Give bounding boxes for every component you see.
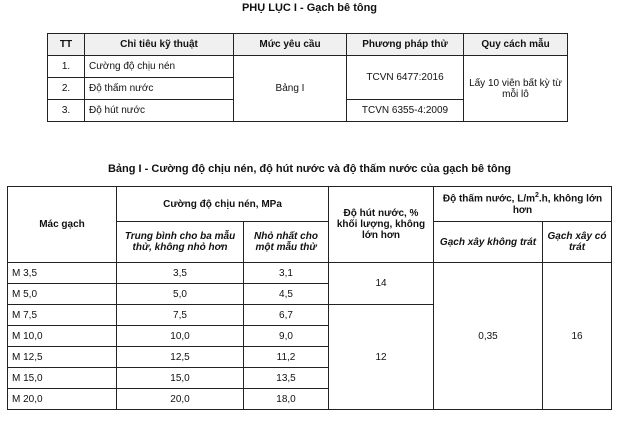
appendix-title: PHỤ LỤC I - Gạch bê tông xyxy=(241,2,378,14)
col-header-permeability xyxy=(434,187,612,222)
perm-unplastered-cell: 0,35 xyxy=(434,263,543,410)
col-header-unplastered: Gạch xây không trát xyxy=(434,222,543,263)
col-header-strength: Cường độ chịu nén, MPa xyxy=(117,187,329,222)
absorption-cell: 12 xyxy=(329,305,434,410)
min-cell: 11,2 xyxy=(244,347,329,368)
criterion-cell: Độ thấm nước xyxy=(85,78,234,100)
table-header-row xyxy=(8,187,612,222)
row-number: 3. xyxy=(48,100,85,122)
row-number: 1. xyxy=(48,56,85,78)
method-cell: TCVN 6355-4:2009 xyxy=(347,100,464,122)
min-cell: 18,0 xyxy=(244,389,329,410)
method-cell: TCVN 6477:2016 xyxy=(347,56,464,100)
avg-cell: 15,0 xyxy=(117,368,244,389)
table2-title: Bảng I - Cường độ chịu nén, độ hút nước và độ thấm nước của gạch bê tông xyxy=(107,163,512,175)
col-header-min: Nhỏ nhất cho một mẫu thử xyxy=(244,222,329,263)
avg-cell: 12,5 xyxy=(117,347,244,368)
requirement-cell: Bảng I xyxy=(234,56,347,122)
permeability-superscript: 2 xyxy=(535,192,539,200)
min-cell: 9,0 xyxy=(244,326,329,347)
avg-cell: 3,5 xyxy=(117,263,244,284)
avg-cell: 7,5 xyxy=(117,305,244,326)
col-header-tt: TT xyxy=(48,34,85,56)
avg-cell: 20,0 xyxy=(117,389,244,410)
table-row xyxy=(8,263,612,284)
min-cell: 4,5 xyxy=(244,284,329,305)
criterion-cell: Cường độ chịu nén xyxy=(85,56,234,78)
grade-cell: M 3,5 xyxy=(8,263,117,284)
perm-plastered-cell: 16 xyxy=(543,263,612,410)
grade-cell: M 20,0 xyxy=(8,389,117,410)
col-header-method: Phương pháp thử xyxy=(347,34,464,56)
row-number: 2. xyxy=(48,78,85,100)
permeability-label: Độ thấm nước, L/m xyxy=(442,193,535,205)
permeability-label-rest: .h, không lớn hơn xyxy=(512,193,603,216)
col-header-sample: Quy cách mẫu xyxy=(464,34,568,56)
grade-cell: M 15,0 xyxy=(8,368,117,389)
col-header-criterion: Chỉ tiêu kỹ thuật xyxy=(85,34,234,56)
absorption-cell: 14 xyxy=(329,263,434,305)
avg-cell: 5,0 xyxy=(117,284,244,305)
min-cell: 6,7 xyxy=(244,305,329,326)
strength-table xyxy=(7,186,612,410)
grade-cell: M 12,5 xyxy=(8,347,117,368)
grade-cell: M 7,5 xyxy=(8,305,117,326)
min-cell: 3,1 xyxy=(244,263,329,284)
sample-cell: Lấy 10 viên bất kỳ từ mỗi lô xyxy=(464,56,568,122)
table-row xyxy=(48,56,568,78)
requirements-table xyxy=(47,33,568,122)
col-header-absorption: Độ hút nước, % khối lượng, không lớn hơn xyxy=(329,187,434,263)
col-header-grade: Mác gạch xyxy=(8,187,117,263)
col-header-avg: Trung bình cho ba mẫu thử, không nhỏ hơn xyxy=(117,222,244,263)
criterion-cell: Độ hút nước xyxy=(85,100,234,122)
avg-cell: 10,0 xyxy=(117,326,244,347)
table-header-row xyxy=(48,34,568,56)
grade-cell: M 10,0 xyxy=(8,326,117,347)
col-header-requirement: Mức yêu cầu xyxy=(234,34,347,56)
grade-cell: M 5,0 xyxy=(8,284,117,305)
min-cell: 13,5 xyxy=(244,368,329,389)
col-header-plastered: Gạch xây có trát xyxy=(543,222,612,263)
